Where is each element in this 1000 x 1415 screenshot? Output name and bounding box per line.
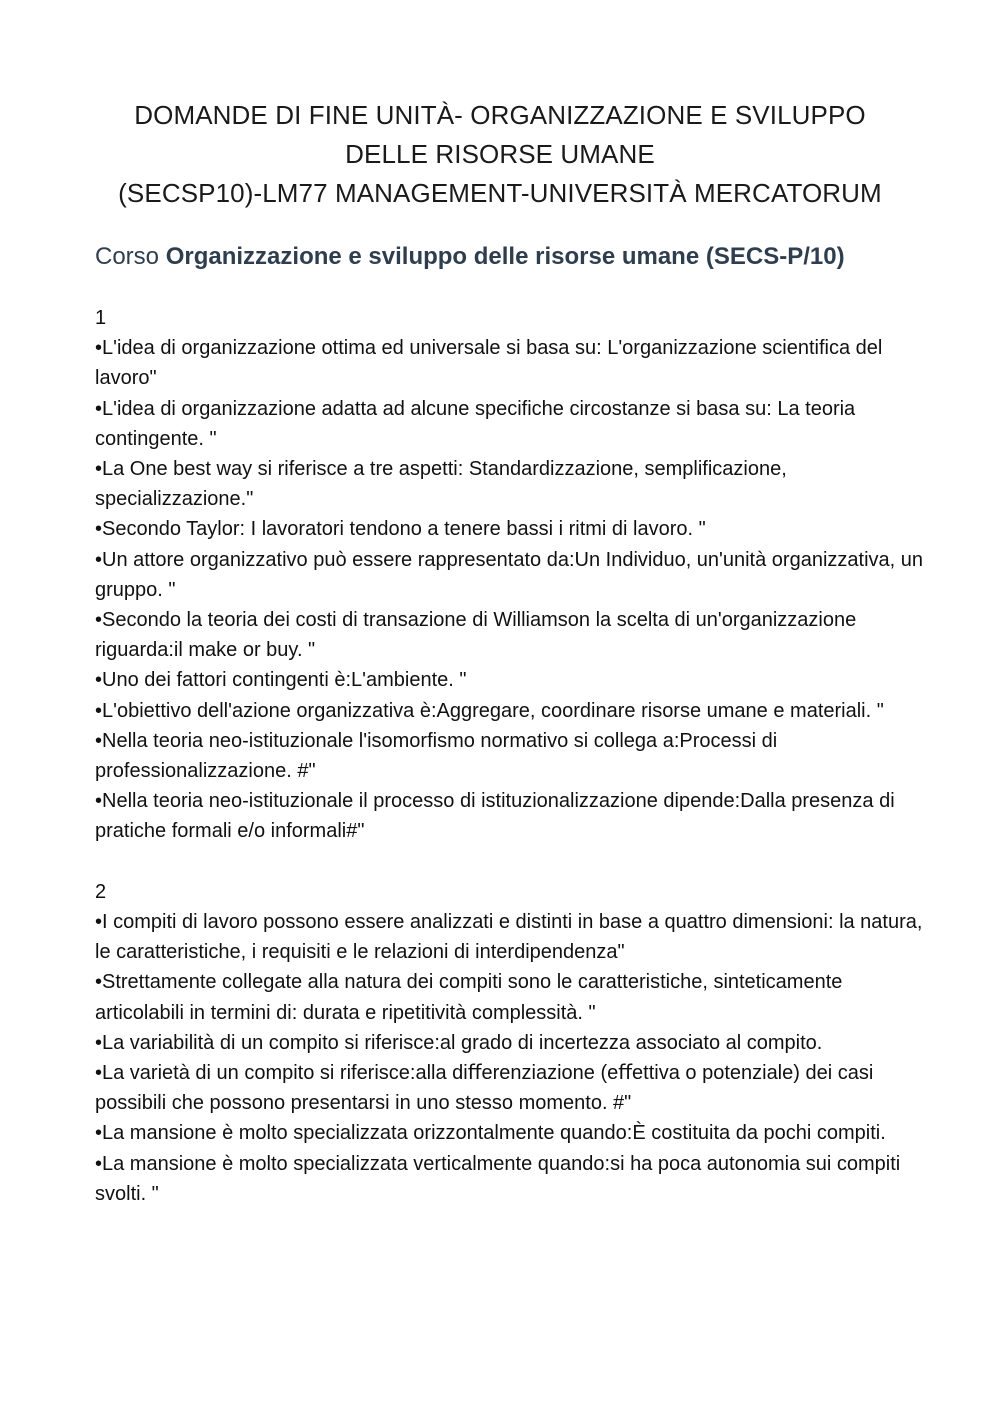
list-item: •La mansione è molto specializzata orizzontalmente quando:È costituita da pochi compiti. bbox=[95, 1122, 886, 1145]
list-item: •L'obiettivo dell'azione organizzativa è:Aggregare, coordinare risorse umane e materiali. " bbox=[95, 699, 884, 722]
list-item: •La One best way si riferisce a tre aspetti: Standardizzazione, semplificazione, specializzazione." bbox=[95, 458, 787, 511]
list-item: •Un attore organizzativo può essere rappresentato da:Un Individuo, un'unità organizzativa, un gruppo. " bbox=[95, 548, 923, 601]
list-item: •Strettamente collegate alla natura dei compiti sono le caratteristiche, sinteticamente articolabili in termini di: durata e ripetitività complessità. " bbox=[95, 971, 843, 1024]
course-name: Organizzazione e sviluppo delle risorse umane (SECS-P/10) bbox=[165, 243, 845, 270]
list-item: •Secondo la teoria dei costi di transazione di Williamson la scelta di un'organizzazione riguarda:il make or buy. " bbox=[95, 609, 857, 662]
list-item: •Nella teoria neo-istituzionale l'isomorfismo normativo si collega a:Processi di professionalizzazione. #" bbox=[95, 729, 778, 783]
title-line-1: DOMANDE DI FINE UNITÀ- ORGANIZZAZIONE E SVILUPPO bbox=[134, 100, 866, 130]
course-prefix: Corso bbox=[95, 243, 160, 270]
list-item: •La mansione è molto specializzata verticalmente quando:si ha poca autonomia sui compiti svolti. " bbox=[95, 1152, 901, 1205]
list-item: •L'idea di organizzazione adatta ad alcune specifiche circostanze si basa su: La teoria contingente. " bbox=[95, 397, 856, 450]
course-heading bbox=[95, 242, 845, 272]
list-item: •Secondo Taylor: I lavoratori tendono a tenere bassi i ritmi di lavoro. " bbox=[95, 518, 706, 541]
title-line-2: DELLE RISORSE UMANE bbox=[345, 139, 655, 169]
title-line-3: (SECSP10)-LM77 MANAGEMENT-UNIVERSITÀ MERCATORUM bbox=[118, 178, 882, 208]
list-item: •Uno dei fattori contingenti è:L'ambiente. " bbox=[95, 669, 467, 692]
section-number: 2 bbox=[95, 880, 107, 903]
list-item: •La varietà di un compito si riferisce:alla diﬀerenziazione (eﬀettiva o potenziale) dei casi possibili che possono presentarsi in uno stesso momento. #" bbox=[95, 1062, 874, 1115]
document-title bbox=[60, 96, 940, 213]
section-number: 1 bbox=[95, 307, 107, 329]
list-item: •I compiti di lavoro possono essere analizzati e distinti in base a quattro dimensioni: la natura, le caratteristiche, i requisiti e le relazioni di interdipendenza" bbox=[95, 911, 923, 964]
list-item: •Nella teoria neo-istituzionale il processo di istituzionalizzazione dipende:Dalla presenza di pratiche formali e/o informali#" bbox=[95, 790, 895, 843]
list-item: •La variabilità di un compito si riferisce:al grado di incertezza associato al compito. bbox=[95, 1031, 823, 1054]
questions-body bbox=[95, 303, 925, 1209]
section-spacer bbox=[95, 847, 925, 877]
list-item: •L'idea di organizzazione ottima ed universale si basa su: L'organizzazione scientifica del lavoro" bbox=[95, 337, 883, 390]
